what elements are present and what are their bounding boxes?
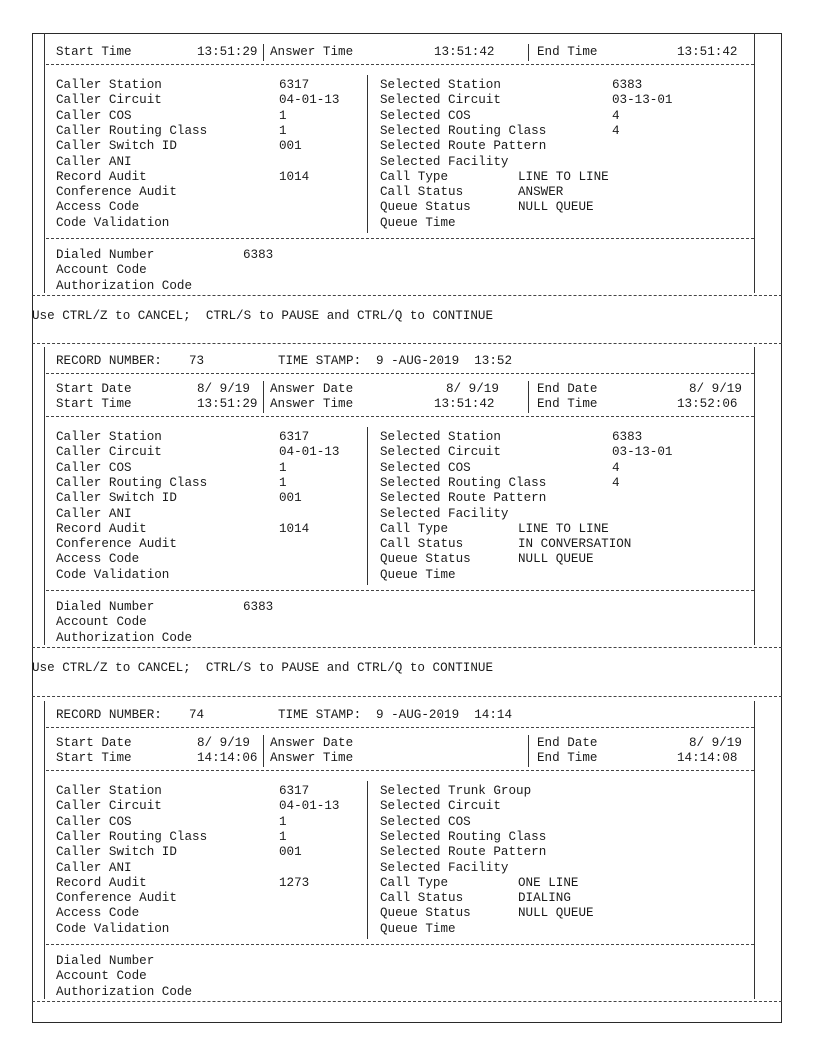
caller-switch-id-value: 001 [279,491,302,506]
record-number-value: 74 [189,708,205,722]
queue-status-label: Queue Status [380,552,471,567]
code-validation-label: Code Validation [56,215,170,230]
column-divider [263,44,264,61]
call-type-label: Call Type [380,521,449,536]
separator [32,1001,782,1002]
start-time-label: Start Time [56,751,132,765]
column-divider [528,381,529,413]
separator [46,64,754,65]
separator [46,238,754,239]
dialed-number-label: Dialed Number [56,248,155,262]
selected-cos-label: Selected COS [380,460,471,475]
start-date-label: Start Date [56,382,132,396]
caller-circuit-value: 04-01-13 [279,799,340,814]
end-date-label: End Date [537,736,598,750]
time-stamp-value: 9 -AUG-2019 13:52 [376,354,513,368]
access-code-label: Access Code [56,200,140,215]
caller-switch-id-value: 001 [279,845,302,860]
dialed-number-value: 6383 [243,600,274,614]
selected-circuit-label: Selected Circuit [380,93,501,108]
queue-time-label: Queue Time [380,215,456,230]
left-border [44,701,45,999]
caller-routing-class-value: 1 [279,829,287,844]
caller-cos-label: Caller COS [56,108,132,123]
call-type-value: LINE TO LINE [518,521,609,536]
column-divider [263,735,264,767]
caller-circuit-value: 04-01-13 [279,93,340,108]
record-audit-value: 1014 [279,521,310,536]
end-date-label: End Date [537,382,598,396]
access-code-label: Access Code [56,552,140,567]
selected-circuit-value: 03-13-01 [612,445,673,460]
selected-facility-label: Selected Facility [380,506,509,521]
answer-date-label: Answer Date [270,382,354,396]
queue-time-label: Queue Time [380,567,456,582]
separator [46,416,754,417]
end-time-value: 14:14:08 [677,751,738,765]
caller-switch-id-label: Caller Switch ID [56,845,177,860]
start-time-value: 13:51:29 [197,397,258,411]
separator [46,590,754,591]
caller-switch-id-label: Caller Switch ID [56,139,177,154]
record-audit-value: 1273 [279,875,310,890]
account-code-label: Account Code [56,969,147,984]
column-divider [367,75,368,233]
control-instructions: Use CTRL/Z to CANCEL; CTRL/S to PAUSE and CTRL/Q to CONTINUE [32,309,494,323]
code-validation-label: Code Validation [56,921,170,936]
queue-status-label: Queue Status [380,200,471,215]
selected-station-label: Selected Station [380,78,501,92]
start-time-value: 13:51:29 [197,45,258,59]
selected-cos-value: 4 [612,108,620,123]
column-divider [528,735,529,767]
end-time-label: End Time [537,45,598,59]
column-divider [367,427,368,585]
separator [32,295,782,296]
record-number-label: RECORD NUMBER: [56,354,162,368]
selected-route-pattern-label: Selected Route Pattern [380,845,547,860]
queue-status-value: NULL QUEUE [518,552,594,567]
separator [46,770,754,771]
queue-time-label: Queue Time [380,921,456,936]
selected-station-value: 6383 [612,430,643,444]
caller-cos-value: 1 [279,814,287,829]
queue-status-value: NULL QUEUE [518,906,594,921]
caller-ani-label: Caller ANI [56,506,132,521]
caller-cos-value: 1 [279,460,287,475]
start-time-value: 14:14:06 [197,751,258,765]
answer-time-label: Answer Time [270,751,354,765]
selected-station-value: 6383 [612,78,643,92]
caller-ani-label: Caller ANI [56,154,132,169]
selected-cos-value: 4 [612,460,620,475]
answer-date-label: Answer Date [270,736,354,750]
access-code-label: Access Code [56,906,140,921]
caller-switch-id-label: Caller Switch ID [56,491,177,506]
separator [46,373,754,374]
column-divider [367,781,368,939]
end-date-value: 8/ 9/19 [689,736,742,750]
call-status-label: Call Status [380,891,464,906]
record-number-value: 73 [189,354,205,368]
code-validation-label: Code Validation [56,567,170,582]
caller-station-label: Caller Station [56,78,162,92]
selected-facility-label: Selected Facility [380,860,509,875]
call-status-value: IN CONVERSATION [518,537,632,552]
selected-circuit-value: 03-13-01 [612,93,673,108]
queue-status-label: Queue Status [380,906,471,921]
authorization-code-label: Authorization Code [56,984,193,999]
selected-circuit-label: Selected Circuit [380,799,501,814]
terminal-output [32,33,782,1023]
selected-route-pattern-label: Selected Route Pattern [380,139,547,154]
start-date-value: 8/ 9/19 [197,382,250,396]
separator [32,647,782,648]
caller-cos-label: Caller COS [56,814,132,829]
caller-routing-class-value: 1 [279,475,287,490]
end-time-value: 13:51:42 [677,45,738,59]
dialed-number-label: Dialed Number [56,600,155,614]
selected-circuit-label: Selected Circuit [380,445,501,460]
selected-routing-class-label: Selected Routing Class [380,475,547,490]
caller-station-value: 6317 [279,78,310,92]
control-instructions: Use CTRL/Z to CANCEL; CTRL/S to PAUSE and CTRL/Q to CONTINUE [32,661,494,675]
right-border [754,33,755,293]
caller-routing-class-label: Caller Routing Class [56,829,208,844]
dialed-number-label: Dialed Number [56,954,155,968]
time-stamp-label: TIME STAMP: [278,354,362,368]
column-divider [528,44,529,61]
answer-date-value: 8/ 9/19 [446,382,499,396]
record-audit-label: Record Audit [56,521,147,536]
caller-ani-label: Caller ANI [56,860,132,875]
caller-station-value: 6317 [279,430,310,444]
left-border [44,33,45,293]
time-stamp-value: 9 -AUG-2019 14:14 [376,708,513,722]
caller-circuit-label: Caller Circuit [56,93,162,108]
queue-status-value: NULL QUEUE [518,200,594,215]
call-status-value: DIALING [518,891,571,906]
answer-time-label: Answer Time [270,397,354,411]
conference-audit-label: Conference Audit [56,185,177,200]
caller-switch-id-value: 001 [279,139,302,154]
column-divider [263,381,264,413]
conference-audit-label: Conference Audit [56,891,177,906]
record-number-label: RECORD NUMBER: [56,708,162,722]
selected-trunk-group-label: Selected Trunk Group [380,784,532,798]
start-time-label: Start Time [56,397,132,411]
start-time-label: Start Time [56,45,132,59]
selected-routing-class-label: Selected Routing Class [380,829,547,844]
conference-audit-label: Conference Audit [56,537,177,552]
end-time-label: End Time [537,397,598,411]
caller-station-value: 6317 [279,784,310,798]
call-type-value: LINE TO LINE [518,169,609,184]
selected-routing-class-value: 4 [612,123,620,138]
caller-routing-class-label: Caller Routing Class [56,123,208,138]
separator [32,696,782,697]
call-status-label: Call Status [380,185,464,200]
separator [32,343,782,344]
record-audit-value: 1014 [279,169,310,184]
start-date-label: Start Date [56,736,132,750]
answer-time-value: 13:51:42 [434,397,495,411]
selected-cos-label: Selected COS [380,814,471,829]
caller-circuit-value: 04-01-13 [279,445,340,460]
caller-circuit-label: Caller Circuit [56,799,162,814]
authorization-code-label: Authorization Code [56,278,193,293]
right-border [754,701,755,999]
answer-time-label: Answer Time [270,45,354,59]
record-audit-label: Record Audit [56,169,147,184]
call-status-label: Call Status [380,537,464,552]
right-border [754,347,755,645]
end-time-value: 13:52:06 [677,397,738,411]
caller-station-label: Caller Station [56,784,162,798]
caller-routing-class-label: Caller Routing Class [56,475,208,490]
time-stamp-label: TIME STAMP: [278,708,362,722]
caller-routing-class-value: 1 [279,123,287,138]
call-status-value: ANSWER [518,185,564,200]
left-border [44,347,45,645]
caller-station-label: Caller Station [56,430,162,444]
call-type-value: ONE LINE [518,875,579,890]
selected-station-label: Selected Station [380,430,501,444]
caller-circuit-label: Caller Circuit [56,445,162,460]
caller-cos-value: 1 [279,108,287,123]
selected-routing-class-label: Selected Routing Class [380,123,547,138]
authorization-code-label: Authorization Code [56,630,193,645]
separator [46,944,754,945]
caller-cos-label: Caller COS [56,460,132,475]
separator [46,727,754,728]
account-code-label: Account Code [56,615,147,630]
call-type-label: Call Type [380,169,449,184]
end-date-value: 8/ 9/19 [689,382,742,396]
dialed-number-value: 6383 [243,248,274,262]
start-date-value: 8/ 9/19 [197,736,250,750]
end-time-label: End Time [537,751,598,765]
selected-facility-label: Selected Facility [380,154,509,169]
account-code-label: Account Code [56,263,147,278]
record-audit-label: Record Audit [56,875,147,890]
call-type-label: Call Type [380,875,449,890]
selected-routing-class-value: 4 [612,475,620,490]
selected-cos-label: Selected COS [380,108,471,123]
selected-route-pattern-label: Selected Route Pattern [380,491,547,506]
answer-time-value: 13:51:42 [434,45,495,59]
